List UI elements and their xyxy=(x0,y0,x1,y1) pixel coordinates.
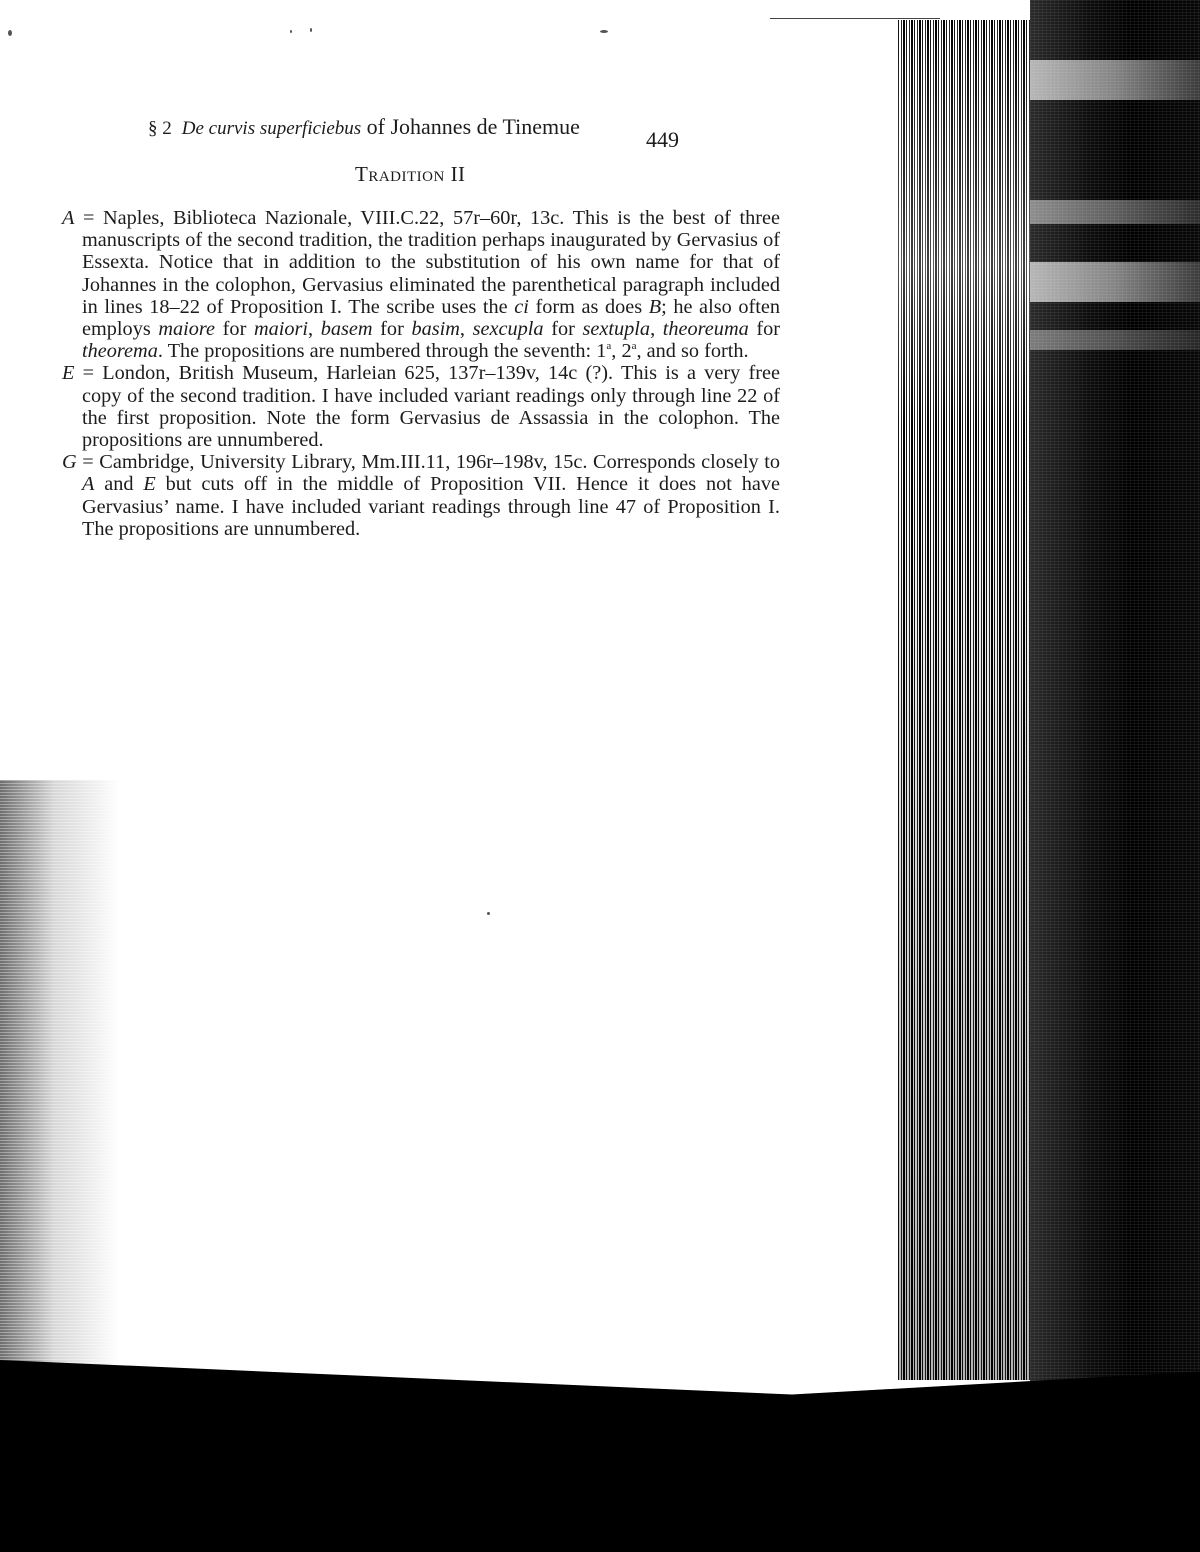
entry-text: = London, British Museum, Harleian 625, 137r–139v, 14c (?). This is a very free copy of the second tradition. I have included variant readings only through line 22 of the first proposition. Note the form Gervasius de Assassia in the colophon. The propositions are unnumbered. xyxy=(74,362,780,452)
page-number: 449 xyxy=(646,127,679,152)
manuscript-entry xyxy=(62,207,780,362)
scan-bottom-dark-margin xyxy=(0,1360,1200,1552)
manuscript-entry xyxy=(62,451,780,540)
italic-text: basem xyxy=(320,318,373,341)
entry-text: , xyxy=(459,318,473,341)
entry-text: , xyxy=(308,318,321,341)
scan-top-rule xyxy=(770,18,940,19)
entry-text: but cuts off in the middle of Proposition VII. Hence it does not have Gervasius’ name. I have included variant readings through line 47 of Proposition I. The propositions are unnumbered. xyxy=(82,473,780,540)
manuscript-list xyxy=(62,207,780,540)
entry-text: = Naples, Biblioteca Nazionale, VIII.C.22, 57r–60r, 13c. This is the best of three manuscripts of the second tradition, the tradition perhaps inaugurated by Gervasius of Essexta. Notice that in addition to the substitution of his own name for that of Johannes in the colophon, Gervasius eliminated the parenthetical paragraph included in lines 18–22 of Proposition I. The scribe uses the xyxy=(74,207,780,318)
entry-text: and xyxy=(94,473,144,496)
manuscript-siglum: A xyxy=(62,207,75,229)
entry-text: = Cambridge, University Library, Mm.III.11, 196r–198v, 15c. Corresponds closely to xyxy=(76,451,780,474)
entry-text: , 2 xyxy=(611,340,632,363)
page-edges-stack xyxy=(898,20,1030,1380)
header-title-rest: of Johannes de Tinemue xyxy=(366,114,580,139)
italic-text: A xyxy=(82,473,95,496)
entry-text: for xyxy=(748,318,781,341)
italic-text: sextupla xyxy=(582,318,651,341)
scan-left-shadow xyxy=(0,780,120,1420)
italic-text: maiore xyxy=(158,318,216,341)
entry-text: , xyxy=(650,318,663,341)
scan-speck xyxy=(310,28,312,32)
entry-text: for xyxy=(372,318,412,341)
italic-text: basim xyxy=(411,318,460,341)
header-title-italic: De curvis superficiebus xyxy=(181,118,362,139)
italic-text: sexcupla xyxy=(472,318,544,341)
running-header xyxy=(148,114,708,140)
manuscript-siglum: G xyxy=(62,451,77,474)
scan-speck xyxy=(8,30,12,36)
manuscript-siglum: E xyxy=(62,362,75,385)
entry-text: for xyxy=(215,318,254,341)
superscript-text: a xyxy=(606,340,612,353)
italic-text: E xyxy=(143,473,156,496)
superscript-text: a xyxy=(631,340,637,353)
entry-text: , and so forth. xyxy=(636,340,749,363)
entry-text: for xyxy=(543,318,583,341)
entry-text: ; he also often employs xyxy=(82,295,780,341)
italic-text: maiori xyxy=(253,318,309,341)
italic-text: B xyxy=(648,295,662,318)
entry-text: form as does xyxy=(528,295,649,318)
section-heading xyxy=(355,162,466,187)
scan-speck xyxy=(487,912,490,915)
entry-text: . The propositions are numbered through the seventh: 1 xyxy=(157,340,607,363)
scan-speck xyxy=(290,30,292,33)
italic-text: ci xyxy=(514,295,529,318)
manuscript-entry xyxy=(62,362,780,451)
section-number: § 2 xyxy=(148,118,172,139)
italic-text: theoreuma xyxy=(662,318,749,341)
section-heading-text: Tradition II xyxy=(355,162,466,186)
italic-text: theorema xyxy=(82,340,158,363)
scan-right-dark-margin xyxy=(1030,0,1200,1552)
scan-speck xyxy=(600,30,608,33)
